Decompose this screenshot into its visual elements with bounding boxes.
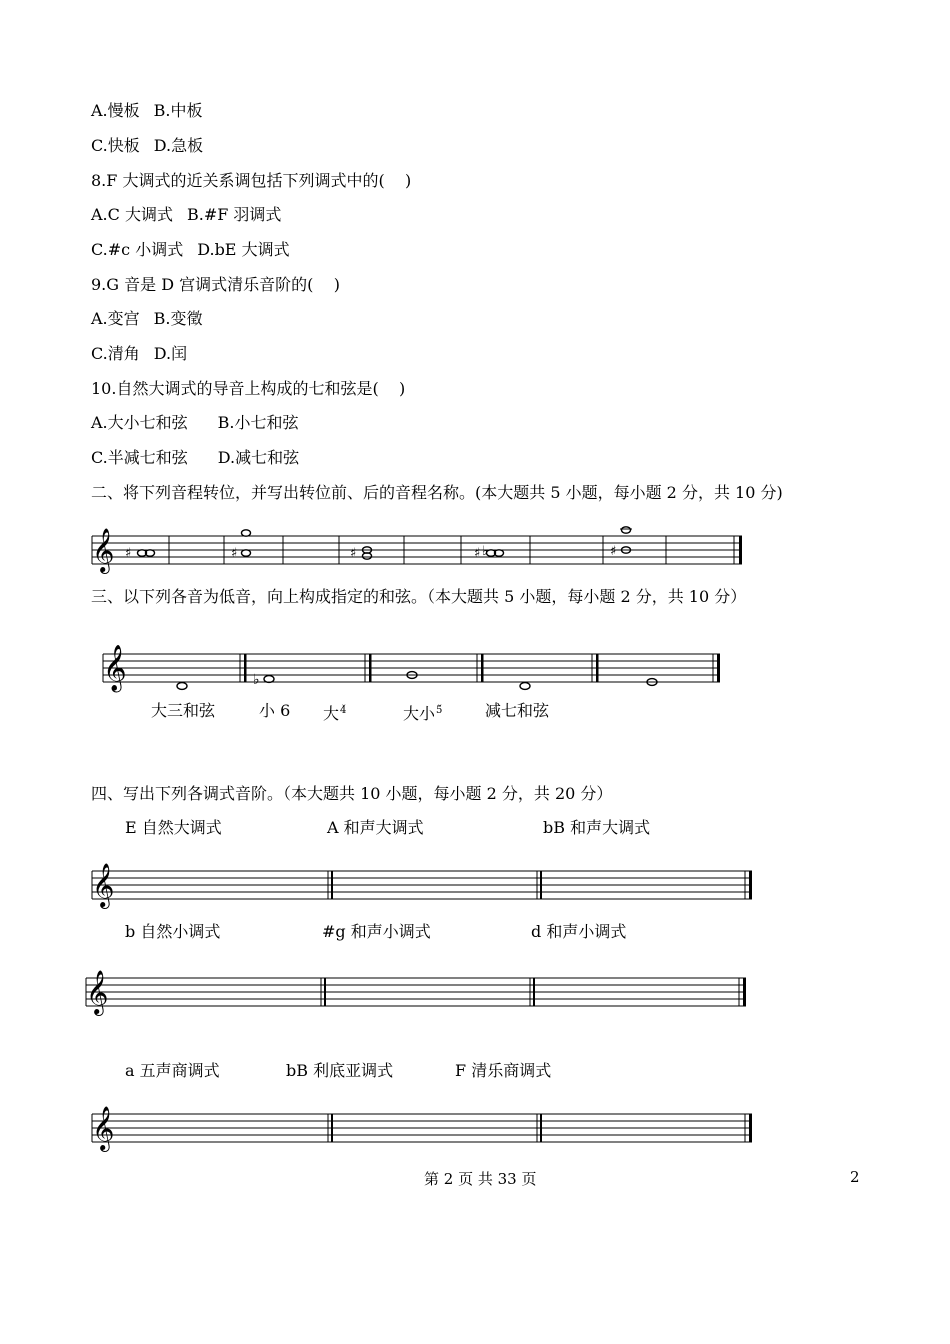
svg-text:♯: ♯: [231, 546, 238, 561]
chord-label-4: 大小$^{5̌}$: [403, 704, 443, 723]
section2-heading: 二、将下列音程转位，并写出转位前、后的音程名称。(本大题共 5 小题，每小题 2 分，共 10 分): [91, 483, 783, 502]
option-c: C.快板: [91, 136, 140, 155]
option-c: C.半减七和弦: [91, 448, 188, 467]
page-number: 2: [850, 1168, 860, 1186]
svg-text:♯: ♯: [125, 546, 132, 561]
chord-label-2: 小 6: [259, 701, 291, 720]
option-b: B.小七和弦: [217, 413, 299, 432]
option-c: C.清角: [91, 344, 140, 363]
treble-clef-icon: 𝄞: [92, 1106, 115, 1150]
inversion-figure: 5̌: [436, 705, 443, 716]
q8-stem: 8.F 大调式的近关系调包括下列调式中的( ): [91, 171, 412, 190]
svg-text:♭: ♭: [482, 544, 489, 559]
treble-clef-icon: 𝄞: [92, 863, 115, 907]
section3-heading: 三、以下列各音为低音，向上构成指定的和弦。（本大题共 5 小题，每小题 2 分，共 10 分）: [91, 587, 747, 606]
treble-clef-icon: 𝄞: [103, 645, 127, 691]
scale-label: E 自然大调式: [125, 818, 222, 837]
scale-label: F 清乐商调式: [455, 1061, 552, 1080]
svg-text:♭: ♭: [253, 672, 260, 688]
scale-label: bB 利底亚调式: [286, 1061, 394, 1080]
svg-text:♯: ♯: [350, 546, 357, 561]
q9-stem: 9.G 音是 D 宫调式清乐音阶的( ): [91, 275, 340, 294]
option-d: D.bE 大调式: [197, 240, 290, 259]
scale-label: a 五声商调式: [125, 1061, 220, 1080]
chord-label-1: 大三和弦: [151, 701, 216, 720]
scale-label: b 自然小调式: [125, 922, 221, 941]
option-d: D.闰: [153, 344, 188, 363]
scale-label: #g 和声小调式: [322, 922, 431, 941]
chord-label-3: 大$^{4̌}$: [323, 704, 347, 723]
svg-text:♯: ♯: [474, 546, 481, 561]
scale-label: bB 和声大调式: [543, 818, 651, 837]
option-b: B.变徵: [153, 309, 203, 328]
option-d: D.减七和弦: [217, 448, 300, 467]
inversion-figure: 4̌: [340, 705, 347, 716]
q10-stem: 10.自然大调式的导音上构成的七和弦是( ): [91, 379, 406, 398]
scale-label: A 和声大调式: [327, 818, 424, 837]
section4-heading: 四、写出下列各调式音阶。（本大题共 10 小题，每小题 2 分，共 20 分）: [91, 784, 613, 803]
option-b: B.中板: [153, 101, 203, 120]
treble-clef-icon: 𝄞: [86, 970, 109, 1014]
option-c: C.#c 小调式: [91, 240, 184, 259]
scale-label: d 和声小调式: [531, 922, 627, 941]
option-a: A.大小七和弦: [91, 413, 188, 432]
page-footer: 第 2 页 共 33 页: [424, 1170, 537, 1188]
option-a: A.C 大调式: [91, 205, 173, 224]
option-d: D.急板: [153, 136, 204, 155]
treble-clef-icon: 𝄞: [92, 528, 115, 572]
option-b: B.#F 羽调式: [186, 205, 282, 224]
option-a: A.变宫: [91, 309, 140, 328]
chord-label-5: 减七和弦: [485, 701, 550, 720]
option-a: A.慢板: [91, 101, 140, 120]
svg-text:♯: ♯: [610, 544, 617, 559]
